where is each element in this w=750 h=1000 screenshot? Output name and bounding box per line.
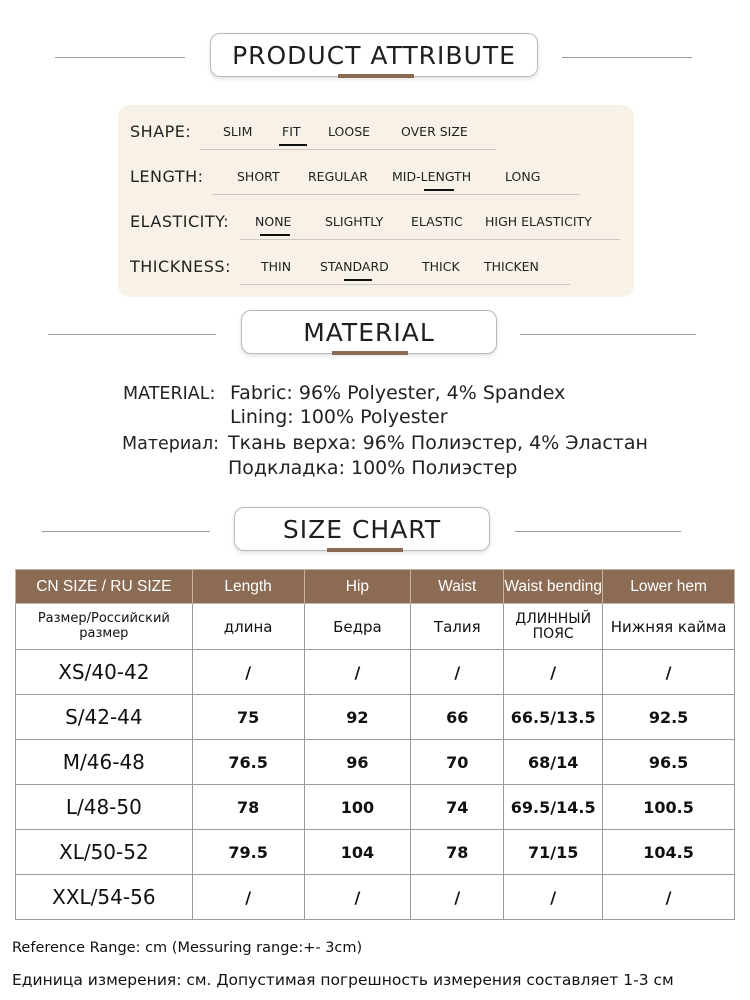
attribute-panel bbox=[118, 105, 634, 297]
table-cell: 92 bbox=[304, 695, 411, 740]
table-header-row bbox=[16, 570, 735, 604]
table-cell: / bbox=[603, 875, 735, 920]
section-title: MATERIAL bbox=[303, 317, 435, 347]
attr-option-selected: NONE bbox=[255, 214, 292, 229]
attr-option: THICK bbox=[422, 259, 460, 274]
material-label-en: MATERIAL: bbox=[123, 384, 216, 404]
table-cell: 96.5 bbox=[603, 740, 735, 785]
attr-option: LONG bbox=[505, 169, 541, 184]
attr-option: SHORT bbox=[237, 169, 280, 184]
table-row bbox=[16, 875, 735, 920]
table-cell: 96 bbox=[304, 740, 411, 785]
ru-header-cell: Бедра bbox=[304, 604, 411, 650]
title-underline bbox=[327, 548, 403, 552]
table-row bbox=[16, 740, 735, 785]
attr-row-thickness bbox=[118, 251, 634, 281]
ru-header-cell: длина bbox=[192, 604, 304, 650]
size-cell: L/48-50 bbox=[16, 785, 193, 830]
title-underline bbox=[332, 351, 408, 355]
table-cell: 75 bbox=[192, 695, 304, 740]
table-cell: / bbox=[603, 650, 735, 695]
header-line-right bbox=[520, 334, 696, 335]
header-line-left bbox=[42, 531, 210, 532]
column-header: Length bbox=[192, 570, 304, 604]
table-cell: 66.5/13.5 bbox=[504, 695, 603, 740]
attr-row-rule bbox=[200, 149, 496, 150]
table-cell: / bbox=[192, 650, 304, 695]
table-row bbox=[16, 695, 735, 740]
column-header: CN SIZE / RU SIZE bbox=[16, 570, 193, 604]
selected-marker bbox=[279, 144, 307, 146]
attr-option: REGULAR bbox=[308, 169, 368, 184]
attr-row-rule bbox=[240, 284, 570, 285]
table-cell: 104 bbox=[304, 830, 411, 875]
table-cell: / bbox=[192, 875, 304, 920]
header-box bbox=[241, 310, 497, 354]
table-row bbox=[16, 785, 735, 830]
column-header: Lower hem bbox=[603, 570, 735, 604]
material-lining-ru: Подкладка: 100% Полиэстер bbox=[228, 457, 518, 479]
table-cell: / bbox=[411, 650, 504, 695]
attr-label: SHAPE: bbox=[130, 122, 192, 141]
reference-note-ru: Единица измерения: см. Допустимая погрешность измерения составляет 1-3 см bbox=[12, 971, 674, 989]
column-header: Waist bending bbox=[504, 570, 603, 604]
product-attribute-header bbox=[0, 33, 750, 83]
table-cell: 79.5 bbox=[192, 830, 304, 875]
material-lining-en: Lining: 100% Polyester bbox=[230, 406, 448, 428]
size-chart-header bbox=[0, 507, 750, 557]
table-cell: 68/14 bbox=[504, 740, 603, 785]
table-ru-header-row bbox=[16, 604, 735, 650]
column-header: Waist bbox=[411, 570, 504, 604]
table-cell: 100 bbox=[304, 785, 411, 830]
size-cell: XS/40-42 bbox=[16, 650, 193, 695]
reference-note: Reference Range: cm (Messuring range:+- 3cm) bbox=[12, 940, 363, 956]
attr-option-selected: MID-LENGTH bbox=[392, 169, 472, 184]
column-header: Hip bbox=[304, 570, 411, 604]
table-cell: / bbox=[504, 875, 603, 920]
attr-label: LENGTH: bbox=[130, 167, 204, 186]
title-underline bbox=[338, 74, 414, 78]
attr-label: ELASTICITY: bbox=[130, 212, 230, 231]
selected-marker bbox=[344, 279, 372, 281]
table-cell: / bbox=[304, 875, 411, 920]
table-cell: 100.5 bbox=[603, 785, 735, 830]
table-cell: 78 bbox=[192, 785, 304, 830]
attr-row-length bbox=[118, 161, 634, 191]
header-line-right bbox=[515, 531, 681, 532]
table-cell: 92.5 bbox=[603, 695, 735, 740]
ru-header-cell: ДЛИННЫЙ ПОЯС bbox=[504, 604, 603, 650]
selected-marker bbox=[260, 234, 290, 236]
material-fabric-ru: Ткань верха: 96% Полиэстер, 4% Эластан bbox=[228, 432, 648, 454]
attr-option: HIGH ELASTICITY bbox=[485, 214, 592, 229]
material-fabric-en: Fabric: 96% Polyester, 4% Spandex bbox=[230, 382, 566, 404]
section-title: SIZE CHART bbox=[282, 514, 442, 544]
table-cell: 76.5 bbox=[192, 740, 304, 785]
table-cell: / bbox=[411, 875, 504, 920]
attr-option: ELASTIC bbox=[411, 214, 463, 229]
table-cell: 104.5 bbox=[603, 830, 735, 875]
attr-option: SLIGHTLY bbox=[325, 214, 384, 229]
material-label-ru: Материал: bbox=[122, 434, 220, 454]
size-cell: XL/50-52 bbox=[16, 830, 193, 875]
attr-option: LOOSE bbox=[328, 124, 371, 139]
table-cell: 78 bbox=[411, 830, 504, 875]
size-chart-table bbox=[15, 569, 735, 920]
header-box bbox=[210, 33, 538, 77]
table-cell: / bbox=[504, 650, 603, 695]
header-box bbox=[234, 507, 490, 551]
ru-header-cell: Размер/Российский размер bbox=[16, 604, 193, 650]
table-cell: / bbox=[304, 650, 411, 695]
attr-option: OVER SIZE bbox=[401, 124, 468, 139]
table-cell: 74 bbox=[411, 785, 504, 830]
header-line-right bbox=[562, 57, 692, 58]
size-cell: XXL/54-56 bbox=[16, 875, 193, 920]
attr-row-shape bbox=[118, 116, 634, 146]
selected-marker bbox=[424, 189, 454, 191]
table-cell: 70 bbox=[411, 740, 504, 785]
header-line-left bbox=[48, 334, 216, 335]
table-cell: 66 bbox=[411, 695, 504, 740]
table-row bbox=[16, 650, 735, 695]
ru-header-cell: Талия bbox=[411, 604, 504, 650]
attr-option: THIN bbox=[261, 259, 292, 274]
attr-row-rule bbox=[212, 194, 580, 195]
attr-option-selected: FIT bbox=[282, 124, 301, 139]
section-title: PRODUCT ATTRIBUTE bbox=[232, 40, 516, 70]
attr-label: THICKNESS: bbox=[130, 257, 231, 276]
size-cell: S/42-44 bbox=[16, 695, 193, 740]
attr-row-elasticity bbox=[118, 206, 634, 236]
material-header bbox=[0, 310, 750, 360]
header-line-left bbox=[55, 57, 185, 58]
size-cell: M/46-48 bbox=[16, 740, 193, 785]
ru-header-cell: Нижняя кайма bbox=[603, 604, 735, 650]
attr-row-rule bbox=[240, 239, 620, 240]
attr-option: THICKEN bbox=[484, 259, 539, 274]
table-cell: 71/15 bbox=[504, 830, 603, 875]
table-cell: 69.5/14.5 bbox=[504, 785, 603, 830]
attr-option-selected: STANDARD bbox=[320, 259, 389, 274]
attr-option: SLIM bbox=[223, 124, 253, 139]
table-row bbox=[16, 830, 735, 875]
